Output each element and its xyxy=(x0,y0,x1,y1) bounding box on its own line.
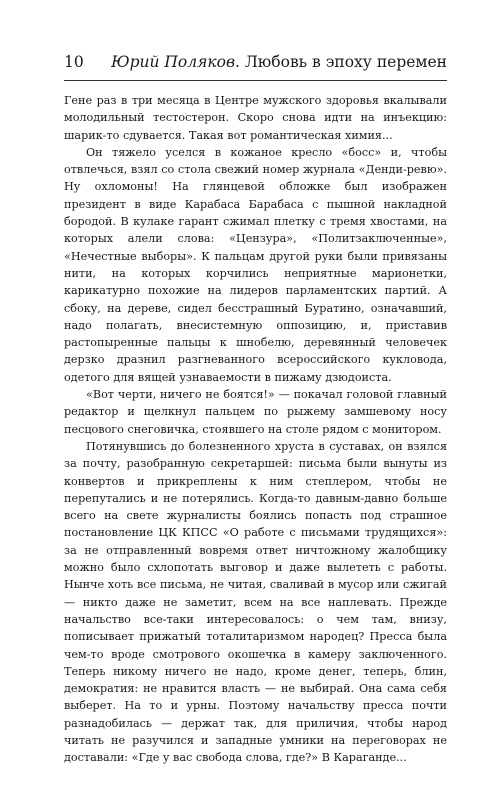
paragraph: Он тяжело уселся в кожаное кресло «босс» и, чтобы отвлечься, взял со стола свежий номер журнала «Денди-ревю». Ну охломоны! На глянцевой обложке был изображен президент в виде Карабаса Барабаса с пышной накладной бородой. В кулаке гарант сжимал плетку с тремя хвостами, на которых алели слова: «Цензура», «Политзаключенные», «Нечестные выборы». К пальцам другой руки были привязаны нити, на которых корчились неприятные марионетки, карикатурно похожие на лидеров парламентских партий. А сбоку, на дереве, сидел бесстрашный Буратино, означавший, надо полагать, внесистемную оппозицию, и, приставив растопыренные пальцы к шнобелю, деревянный человечек дерзко дразнил разгневанного всероссийского кукловода, одетого для вящей узнаваемости в пижаму дзюдоиста. xyxy=(64,145,447,384)
book-page xyxy=(64,0,447,800)
paragraph: Потянувшись до болезненного хруста в суставах, он взялся за почту, разобранную секретаршей: письма были вынуты из конвертов и прикреплены к ним степлером, чтобы не перепутались и не потерялись. Когда-то давным-давно больше всего на свете журналисты боялись попасть под страшное постановление ЦК КПСС «О работе с письмами трудящихся»: за не отправленный вовремя ответ ничтожному жалобщику можно было схлопотать выговор и даже вылететь с работы. Нынче хоть все письма, не читая, сваливай в мусор или сжигай — никто даже не заметит, всем на все наплевать. Прежде начальство все-таки интересовалось: о чем там, внизу, пописывает прижатый тоталитаризмом народец? Пресса была чем-то вроде смотрового окошечка в камеру заключенного. Теперь никому ничего не надо, кроме денег, теперь, блин, демократия: не нравится власть — не выбирай. Она сама себя выберет. На то и урны. Поэтому начальству пресса почти разнадобилась — держат так, для приличия, чтобы народ читать не разучился и западные умники на переговорах не доставали: «Где у вас свобода слова, где?» В Караганде... xyxy=(64,439,447,765)
paragraph: «Вот черти, ничего не боятся!» — покачал головой главный редактор и щелкнул пальцем по рыжему замшевому носу песцового снеговичка, стоявшего на столе рядом с монитором. xyxy=(64,388,447,436)
paragraph: Гене раз в три месяца в Центре мужского здоровья вкалывали молодильный тестостерон. Скоро снова идти на инъекцию: шарик-то сдувается. Такая вот романтическая химия... xyxy=(64,94,447,142)
running-title xyxy=(111,52,447,72)
book-title: Любовь в эпоху перемен xyxy=(244,53,447,71)
running-head xyxy=(64,52,447,78)
author-name: Юрий Поляков. xyxy=(111,53,240,71)
header-rule xyxy=(64,80,447,81)
body-text xyxy=(64,92,447,767)
page-number: 10 xyxy=(64,53,84,71)
